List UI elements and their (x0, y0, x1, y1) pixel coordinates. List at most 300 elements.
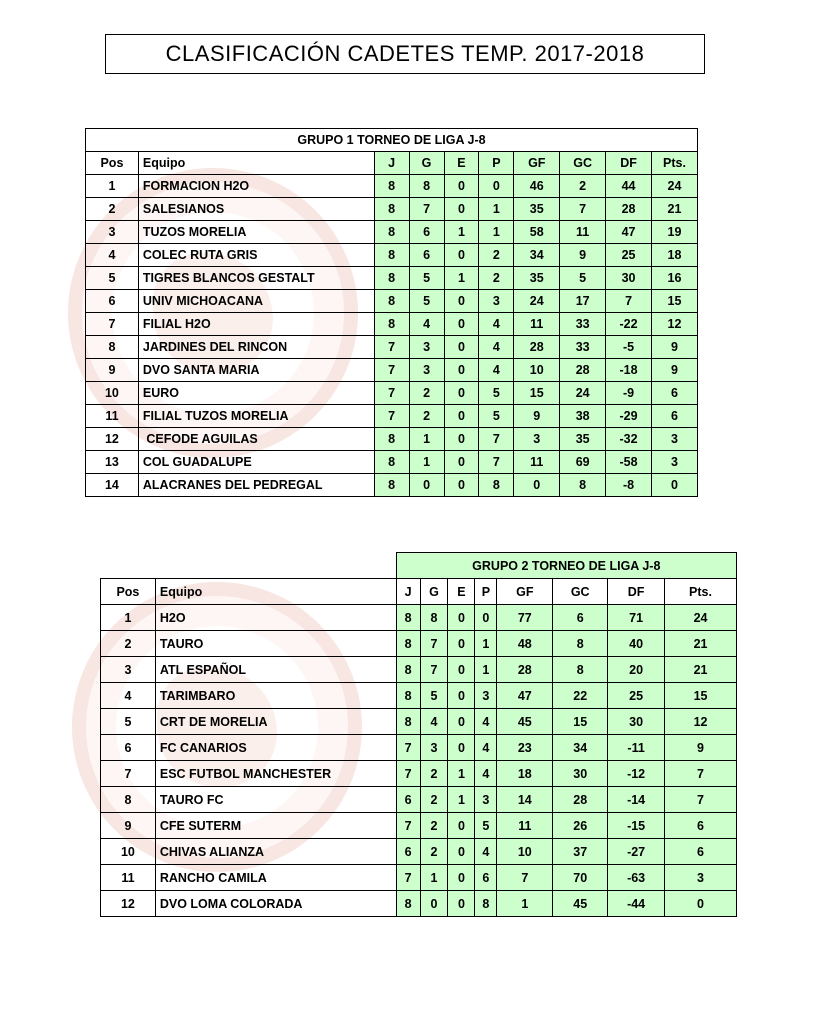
p-cell: 4 (479, 336, 514, 359)
df-cell: 40 (608, 631, 665, 657)
df-cell: 47 (606, 221, 652, 244)
p-cell: 1 (475, 631, 497, 657)
group-header-spacer (101, 553, 397, 579)
table-row (86, 175, 698, 198)
pts-cell: 12 (652, 313, 698, 336)
e-cell: 0 (444, 198, 479, 221)
team-cell: JARDINES DEL RINCON (138, 336, 374, 359)
g-cell: 5 (420, 683, 448, 709)
pts-cell: 7 (665, 787, 737, 813)
col-g-header: G (409, 152, 444, 175)
e-cell: 0 (448, 657, 475, 683)
p-cell: 7 (479, 451, 514, 474)
g-cell: 0 (409, 474, 444, 497)
pts-cell: 7 (665, 761, 737, 787)
table-row (86, 405, 698, 428)
column-header-row (86, 152, 698, 175)
team-cell: CRT DE MORELIA (155, 709, 396, 735)
col-gc-header: GC (560, 152, 606, 175)
table-row (101, 761, 737, 787)
gf-cell: 3 (514, 428, 560, 451)
gf-cell: 0 (514, 474, 560, 497)
p-cell: 2 (479, 244, 514, 267)
pos-cell: 5 (86, 267, 139, 290)
gf-cell: 14 (497, 787, 553, 813)
pos-cell: 12 (86, 428, 139, 451)
j-cell: 8 (396, 709, 420, 735)
g-cell: 2 (420, 813, 448, 839)
p-cell: 4 (475, 839, 497, 865)
table-row (101, 839, 737, 865)
g-cell: 6 (409, 221, 444, 244)
column-header-row (101, 579, 737, 605)
pts-cell: 6 (652, 405, 698, 428)
j-cell: 8 (374, 244, 409, 267)
page-title: CLASIFICACIÓN CADETES TEMP. 2017-2018 (105, 34, 705, 74)
df-cell: 44 (606, 175, 652, 198)
pts-cell: 3 (652, 428, 698, 451)
e-cell: 0 (448, 865, 475, 891)
table-row (101, 735, 737, 761)
g-cell: 1 (409, 451, 444, 474)
j-cell: 7 (396, 813, 420, 839)
gc-cell: 30 (553, 761, 608, 787)
gc-cell: 70 (553, 865, 608, 891)
pos-cell: 9 (86, 359, 139, 382)
p-cell: 3 (479, 290, 514, 313)
pos-cell: 4 (101, 683, 156, 709)
e-cell: 0 (444, 451, 479, 474)
pts-cell: 21 (665, 657, 737, 683)
j-cell: 8 (374, 451, 409, 474)
team-cell: FC CANARIOS (155, 735, 396, 761)
pts-cell: 16 (652, 267, 698, 290)
p-cell: 4 (475, 709, 497, 735)
p-cell: 0 (479, 175, 514, 198)
pts-cell: 9 (665, 735, 737, 761)
pos-cell: 1 (101, 605, 156, 631)
g-cell: 7 (409, 198, 444, 221)
g-cell: 2 (420, 761, 448, 787)
gc-cell: 8 (553, 631, 608, 657)
team-cell: EURO (138, 382, 374, 405)
e-cell: 0 (444, 244, 479, 267)
pts-cell: 15 (665, 683, 737, 709)
col-gf-header: GF (514, 152, 560, 175)
df-cell: -22 (606, 313, 652, 336)
df-cell: -12 (608, 761, 665, 787)
g-cell: 7 (420, 657, 448, 683)
gc-cell: 24 (560, 382, 606, 405)
gc-cell: 33 (560, 336, 606, 359)
gf-cell: 58 (514, 221, 560, 244)
table-row (86, 474, 698, 497)
df-cell: -32 (606, 428, 652, 451)
gc-cell: 35 (560, 428, 606, 451)
col-pts-header: Pts. (665, 579, 737, 605)
df-cell: -44 (608, 891, 665, 917)
table-row (86, 313, 698, 336)
g-cell: 0 (420, 891, 448, 917)
gc-cell: 2 (560, 175, 606, 198)
df-cell: -18 (606, 359, 652, 382)
j-cell: 8 (374, 290, 409, 313)
j-cell: 8 (374, 198, 409, 221)
e-cell: 0 (448, 891, 475, 917)
g-cell: 2 (420, 787, 448, 813)
pos-cell: 9 (101, 813, 156, 839)
team-cell: DVO SANTA MARIA (138, 359, 374, 382)
p-cell: 5 (475, 813, 497, 839)
gc-cell: 22 (553, 683, 608, 709)
pos-cell: 2 (86, 198, 139, 221)
col-p-header: P (475, 579, 497, 605)
pts-cell: 18 (652, 244, 698, 267)
e-cell: 0 (444, 428, 479, 451)
p-cell: 8 (479, 474, 514, 497)
pos-cell: 5 (101, 709, 156, 735)
col-gc-header: GC (553, 579, 608, 605)
team-cell: ATL ESPAÑOL (155, 657, 396, 683)
g-cell: 2 (420, 839, 448, 865)
pts-cell: 19 (652, 221, 698, 244)
pos-cell: 8 (86, 336, 139, 359)
gf-cell: 11 (497, 813, 553, 839)
p-cell: 2 (479, 267, 514, 290)
pos-cell: 6 (101, 735, 156, 761)
col-df-header: DF (608, 579, 665, 605)
e-cell: 0 (448, 735, 475, 761)
p-cell: 0 (475, 605, 497, 631)
gc-cell: 17 (560, 290, 606, 313)
table-row (86, 244, 698, 267)
df-cell: 20 (608, 657, 665, 683)
g-cell: 5 (409, 290, 444, 313)
e-cell: 0 (448, 631, 475, 657)
col-e-header: E (448, 579, 475, 605)
df-cell: -27 (608, 839, 665, 865)
table-row (101, 865, 737, 891)
df-cell: -29 (606, 405, 652, 428)
table-row (86, 198, 698, 221)
table-row (86, 428, 698, 451)
gf-cell: 34 (514, 244, 560, 267)
g-cell: 4 (409, 313, 444, 336)
e-cell: 0 (448, 605, 475, 631)
gc-cell: 34 (553, 735, 608, 761)
j-cell: 7 (374, 336, 409, 359)
pts-cell: 3 (652, 451, 698, 474)
gf-cell: 77 (497, 605, 553, 631)
gf-cell: 47 (497, 683, 553, 709)
team-cell: CHIVAS ALIANZA (155, 839, 396, 865)
g-cell: 8 (420, 605, 448, 631)
gc-cell: 9 (560, 244, 606, 267)
g-cell: 3 (409, 359, 444, 382)
j-cell: 8 (374, 267, 409, 290)
gc-cell: 33 (560, 313, 606, 336)
df-cell: 25 (606, 244, 652, 267)
df-cell: -14 (608, 787, 665, 813)
col-e-header: E (444, 152, 479, 175)
team-cell: FILIAL H2O (138, 313, 374, 336)
g-cell: 2 (409, 382, 444, 405)
p-cell: 4 (475, 735, 497, 761)
j-cell: 8 (374, 313, 409, 336)
g-cell: 2 (409, 405, 444, 428)
table-row (101, 631, 737, 657)
pos-cell: 1 (86, 175, 139, 198)
e-cell: 1 (448, 761, 475, 787)
group-header: GRUPO 2 TORNEO DE LIGA J-8 (396, 553, 736, 579)
g-cell: 4 (420, 709, 448, 735)
table-row (86, 221, 698, 244)
p-cell: 3 (475, 787, 497, 813)
team-cell: UNIV MICHOACANA (138, 290, 374, 313)
gf-cell: 7 (497, 865, 553, 891)
e-cell: 0 (444, 336, 479, 359)
gf-cell: 35 (514, 198, 560, 221)
e-cell: 0 (448, 709, 475, 735)
j-cell: 8 (374, 428, 409, 451)
pos-cell: 3 (101, 657, 156, 683)
gf-cell: 11 (514, 451, 560, 474)
table-row (86, 336, 698, 359)
pos-cell: 10 (86, 382, 139, 405)
pos-cell: 3 (86, 221, 139, 244)
gf-cell: 28 (514, 336, 560, 359)
team-cell: ALACRANES DEL PEDREGAL (138, 474, 374, 497)
pts-cell: 6 (652, 382, 698, 405)
team-cell: TAURO (155, 631, 396, 657)
table-row (101, 605, 737, 631)
p-cell: 6 (475, 865, 497, 891)
e-cell: 1 (444, 221, 479, 244)
df-cell: 30 (608, 709, 665, 735)
gf-cell: 48 (497, 631, 553, 657)
g-cell: 7 (420, 631, 448, 657)
gf-cell: 10 (497, 839, 553, 865)
gc-cell: 8 (553, 657, 608, 683)
gf-cell: 46 (514, 175, 560, 198)
j-cell: 8 (374, 175, 409, 198)
j-cell: 8 (374, 221, 409, 244)
gc-cell: 69 (560, 451, 606, 474)
df-cell: 30 (606, 267, 652, 290)
p-cell: 4 (475, 761, 497, 787)
e-cell: 1 (444, 267, 479, 290)
j-cell: 7 (396, 735, 420, 761)
gc-cell: 38 (560, 405, 606, 428)
gf-cell: 1 (497, 891, 553, 917)
pos-cell: 8 (101, 787, 156, 813)
e-cell: 0 (444, 313, 479, 336)
g-cell: 5 (409, 267, 444, 290)
j-cell: 8 (396, 631, 420, 657)
team-cell: H2O (155, 605, 396, 631)
col-pos-header: Pos (86, 152, 139, 175)
gc-cell: 26 (553, 813, 608, 839)
pos-cell: 7 (101, 761, 156, 787)
j-cell: 7 (374, 382, 409, 405)
p-cell: 4 (479, 313, 514, 336)
gf-cell: 23 (497, 735, 553, 761)
e-cell: 0 (444, 474, 479, 497)
col-pts-header: Pts. (652, 152, 698, 175)
j-cell: 8 (396, 891, 420, 917)
p-cell: 1 (475, 657, 497, 683)
pts-cell: 9 (652, 336, 698, 359)
e-cell: 0 (448, 839, 475, 865)
gf-cell: 28 (497, 657, 553, 683)
e-cell: 0 (444, 290, 479, 313)
gf-cell: 18 (497, 761, 553, 787)
gc-cell: 28 (560, 359, 606, 382)
pts-cell: 0 (665, 891, 737, 917)
team-cell: ESC FUTBOL MANCHESTER (155, 761, 396, 787)
e-cell: 0 (444, 382, 479, 405)
gf-cell: 24 (514, 290, 560, 313)
gc-cell: 5 (560, 267, 606, 290)
g-cell: 6 (409, 244, 444, 267)
gf-cell: 45 (497, 709, 553, 735)
e-cell: 0 (444, 359, 479, 382)
df-cell: -9 (606, 382, 652, 405)
e-cell: 0 (444, 405, 479, 428)
j-cell: 7 (396, 865, 420, 891)
p-cell: 5 (479, 405, 514, 428)
df-cell: -8 (606, 474, 652, 497)
standings-table-group-2 (100, 552, 737, 917)
e-cell: 0 (448, 813, 475, 839)
j-cell: 6 (396, 787, 420, 813)
pts-cell: 15 (652, 290, 698, 313)
team-cell: FILIAL TUZOS MORELIA (138, 405, 374, 428)
group-header: GRUPO 1 TORNEO DE LIGA J-8 (86, 129, 698, 152)
pos-cell: 2 (101, 631, 156, 657)
pts-cell: 6 (665, 813, 737, 839)
pts-cell: 9 (652, 359, 698, 382)
team-cell: COL GUADALUPE (138, 451, 374, 474)
df-cell: 7 (606, 290, 652, 313)
df-cell: -58 (606, 451, 652, 474)
team-cell: COLEC RUTA GRIS (138, 244, 374, 267)
table-row (101, 657, 737, 683)
j-cell: 6 (396, 839, 420, 865)
team-cell: FORMACION H2O (138, 175, 374, 198)
team-cell: TAURO FC (155, 787, 396, 813)
df-cell: -5 (606, 336, 652, 359)
col-team-header: Equipo (138, 152, 374, 175)
gc-cell: 37 (553, 839, 608, 865)
pts-cell: 21 (665, 631, 737, 657)
team-cell: CEFODE AGUILAS (138, 428, 374, 451)
pos-cell: 14 (86, 474, 139, 497)
e-cell: 1 (448, 787, 475, 813)
j-cell: 8 (396, 683, 420, 709)
pts-cell: 0 (652, 474, 698, 497)
pos-cell: 13 (86, 451, 139, 474)
j-cell: 7 (374, 359, 409, 382)
pts-cell: 6 (665, 839, 737, 865)
team-cell: DVO LOMA COLORADA (155, 891, 396, 917)
g-cell: 1 (409, 428, 444, 451)
table-row (101, 683, 737, 709)
col-pos-header: Pos (101, 579, 156, 605)
team-cell: TARIMBARO (155, 683, 396, 709)
p-cell: 7 (479, 428, 514, 451)
p-cell: 3 (475, 683, 497, 709)
table-row (86, 290, 698, 313)
j-cell: 8 (396, 605, 420, 631)
e-cell: 0 (448, 683, 475, 709)
table-row (86, 267, 698, 290)
gc-cell: 28 (553, 787, 608, 813)
col-df-header: DF (606, 152, 652, 175)
col-g-header: G (420, 579, 448, 605)
gc-cell: 8 (560, 474, 606, 497)
p-cell: 1 (479, 198, 514, 221)
col-gf-header: GF (497, 579, 553, 605)
team-cell: TUZOS MORELIA (138, 221, 374, 244)
team-cell: CFE SUTERM (155, 813, 396, 839)
table-row (101, 709, 737, 735)
team-cell: RANCHO CAMILA (155, 865, 396, 891)
gc-cell: 15 (553, 709, 608, 735)
p-cell: 5 (479, 382, 514, 405)
col-p-header: P (479, 152, 514, 175)
gc-cell: 45 (553, 891, 608, 917)
table-row (101, 891, 737, 917)
col-team-header: Equipo (155, 579, 396, 605)
pos-cell: 11 (101, 865, 156, 891)
df-cell: 25 (608, 683, 665, 709)
df-cell: 71 (608, 605, 665, 631)
pos-cell: 10 (101, 839, 156, 865)
table-row (101, 813, 737, 839)
table-row (86, 451, 698, 474)
gc-cell: 11 (560, 221, 606, 244)
pos-cell: 4 (86, 244, 139, 267)
j-cell: 7 (396, 761, 420, 787)
table-row (86, 382, 698, 405)
gf-cell: 15 (514, 382, 560, 405)
df-cell: -15 (608, 813, 665, 839)
table-row (101, 787, 737, 813)
col-j-header: J (396, 579, 420, 605)
g-cell: 3 (409, 336, 444, 359)
pos-cell: 6 (86, 290, 139, 313)
df-cell: -11 (608, 735, 665, 761)
pos-cell: 12 (101, 891, 156, 917)
gc-cell: 6 (553, 605, 608, 631)
gf-cell: 10 (514, 359, 560, 382)
pts-cell: 3 (665, 865, 737, 891)
team-cell: SALESIANOS (138, 198, 374, 221)
p-cell: 4 (479, 359, 514, 382)
pts-cell: 24 (652, 175, 698, 198)
pts-cell: 21 (652, 198, 698, 221)
g-cell: 8 (409, 175, 444, 198)
gf-cell: 35 (514, 267, 560, 290)
p-cell: 1 (479, 221, 514, 244)
p-cell: 8 (475, 891, 497, 917)
gc-cell: 7 (560, 198, 606, 221)
df-cell: -63 (608, 865, 665, 891)
j-cell: 8 (374, 474, 409, 497)
pts-cell: 24 (665, 605, 737, 631)
standings-table-group-1 (85, 128, 698, 497)
